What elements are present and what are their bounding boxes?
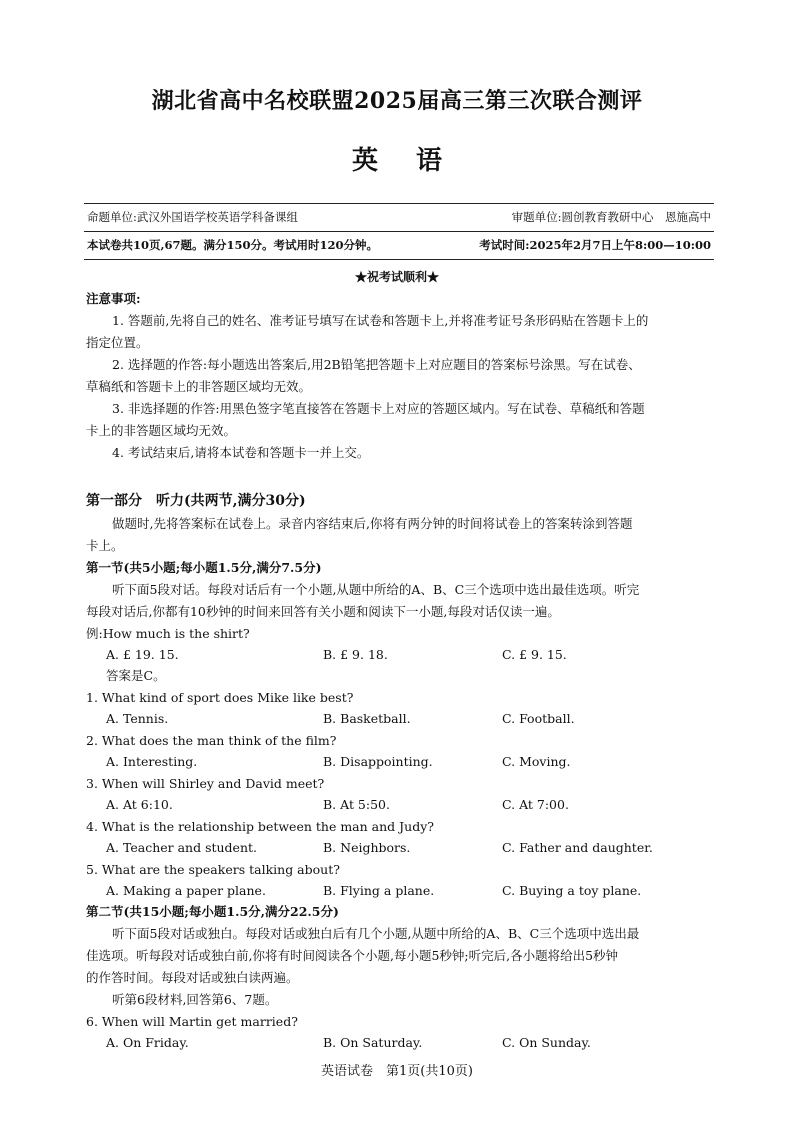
subject-title: 英语 bbox=[351, 146, 480, 176]
option-c: C. Moving. bbox=[502, 754, 571, 769]
example-answer: 答案是C。 bbox=[106, 668, 166, 683]
note-line: 指定位置。 bbox=[86, 335, 149, 350]
question-1: 1. What kind of sport does Mike like best? bbox=[86, 690, 354, 705]
question-4: 4. What is the relationship between the man and Judy? bbox=[86, 819, 434, 834]
option-a: A. Tennis. bbox=[106, 711, 169, 726]
question-2: 2. What does the man think of the film? bbox=[86, 733, 337, 748]
section2-intro: 佳选项。听每段对话或独白前,你将有时间阅读各个小题,每小题5秒钟;听完后,各小题将给出5秒钟 bbox=[86, 948, 619, 963]
page-footer: 英语试卷 第1页(共10页) bbox=[321, 1064, 473, 1079]
note-line: 4. 考试结束后,请将本试卷和答题卡一并上交。 bbox=[112, 445, 370, 460]
part1-intro: 卡上。 bbox=[86, 538, 124, 553]
option-c: C. On Sunday. bbox=[502, 1035, 591, 1050]
example-question: 例:How much is the shirt? bbox=[86, 626, 250, 641]
material-note: 听第6段材料,回答第6、7题。 bbox=[112, 992, 278, 1007]
option-b: B. Disappointing. bbox=[323, 754, 433, 769]
header-info bbox=[87, 237, 711, 253]
part1-intro: 做题时,先将答案标在试卷上。录音内容结束后,你将有两分钟的时间将试卷上的答案转涂到答题 bbox=[112, 516, 633, 531]
note-line: 2. 选择题的作答:每小题选出答案后,用2B铅笔把答题卡上对应题目的答案标号涂黑。写在试卷、 bbox=[112, 357, 641, 372]
section2-heading: 第二节(共15小题;每小题1.5分,满分22.5分) bbox=[86, 904, 339, 919]
option-a: A. Making a paper plane. bbox=[106, 883, 266, 898]
section1-intro: 听下面5段对话。每段对话后有一个小题,从题中所给的A、B、C三个选项中选出最佳选项。听完 bbox=[112, 582, 640, 597]
option-a: A. Interesting. bbox=[106, 754, 198, 769]
question-3: 3. When will Shirley and David meet? bbox=[86, 776, 325, 791]
option-b: B. On Saturday. bbox=[323, 1035, 423, 1050]
option-b: B. £ 9. 18. bbox=[323, 647, 388, 662]
section2-intro: 听下面5段对话或独白。每段对话或独白后有几个小题,从题中所给的A、B、C三个选项中选出最 bbox=[112, 926, 640, 941]
reviewer-unit: 审题单位:圆创教育教研中心 恩施高中 bbox=[511, 210, 711, 224]
option-b: B. Basketball. bbox=[323, 711, 411, 726]
option-c: C. Buying a toy plane. bbox=[502, 883, 642, 898]
option-b: B. At 5:50. bbox=[323, 797, 390, 812]
divider bbox=[84, 231, 714, 232]
section2-intro: 的作答时间。每段对话或独白读两遍。 bbox=[86, 970, 299, 985]
note-line: 草稿纸和答题卡上的非答题区域均无效。 bbox=[86, 379, 312, 394]
option-c: C. Football. bbox=[502, 711, 575, 726]
notes-heading: 注意事项: bbox=[86, 291, 141, 306]
option-a: A. £ 19. 15. bbox=[106, 647, 179, 662]
divider bbox=[84, 203, 714, 204]
exam-time: 考试时间:2025年2月7日上午8:00—10:00 bbox=[479, 238, 711, 252]
note-line: 1. 答题前,先将自己的姓名、准考证号填写在试卷和答题卡上,并将准考证号条形码贴在答题卡上的 bbox=[112, 313, 649, 328]
blessing: ★祝考试顺利★ bbox=[354, 270, 439, 284]
part1-heading: 第一部分 听力(共两节,满分30分) bbox=[86, 493, 306, 509]
option-a: A. At 6:10. bbox=[106, 797, 173, 812]
note-line: 卡上的非答题区域均无效。 bbox=[86, 423, 237, 438]
option-a: A. On Friday. bbox=[106, 1035, 189, 1050]
question-6: 6. When will Martin get married? bbox=[86, 1014, 298, 1029]
note-line: 3. 非选择题的作答:用黑色签字笔直接答在答题卡上对应的答题区域内。写在试卷、草稿纸和答题 bbox=[112, 401, 645, 416]
option-c: C. At 7:00. bbox=[502, 797, 569, 812]
exam-title: 湖北省高中名校联盟2025届高三第三次联合测评 bbox=[151, 88, 643, 114]
option-b: B. Neighbors. bbox=[323, 840, 411, 855]
section1-heading: 第一节(共5小题;每小题1.5分,满分7.5分) bbox=[86, 560, 322, 575]
option-c: C. Father and daughter. bbox=[502, 840, 653, 855]
divider bbox=[84, 259, 714, 260]
exam-info: 本试卷共10页,67题。满分150分。考试用时120分钟。 bbox=[87, 238, 379, 252]
question-5: 5. What are the speakers talking about? bbox=[86, 862, 340, 877]
option-b: B. Flying a plane. bbox=[323, 883, 435, 898]
section1-intro: 每段对话后,你都有10秒钟的时间来回答有关小题和阅读下一小题,每段对话仅读一遍。 bbox=[86, 604, 560, 619]
option-a: A. Teacher and student. bbox=[106, 840, 258, 855]
setter-unit: 命题单位:武汉外国语学校英语学科备课组 bbox=[87, 210, 298, 224]
option-c: C. £ 9. 15. bbox=[502, 647, 567, 662]
header-setters bbox=[87, 209, 711, 225]
